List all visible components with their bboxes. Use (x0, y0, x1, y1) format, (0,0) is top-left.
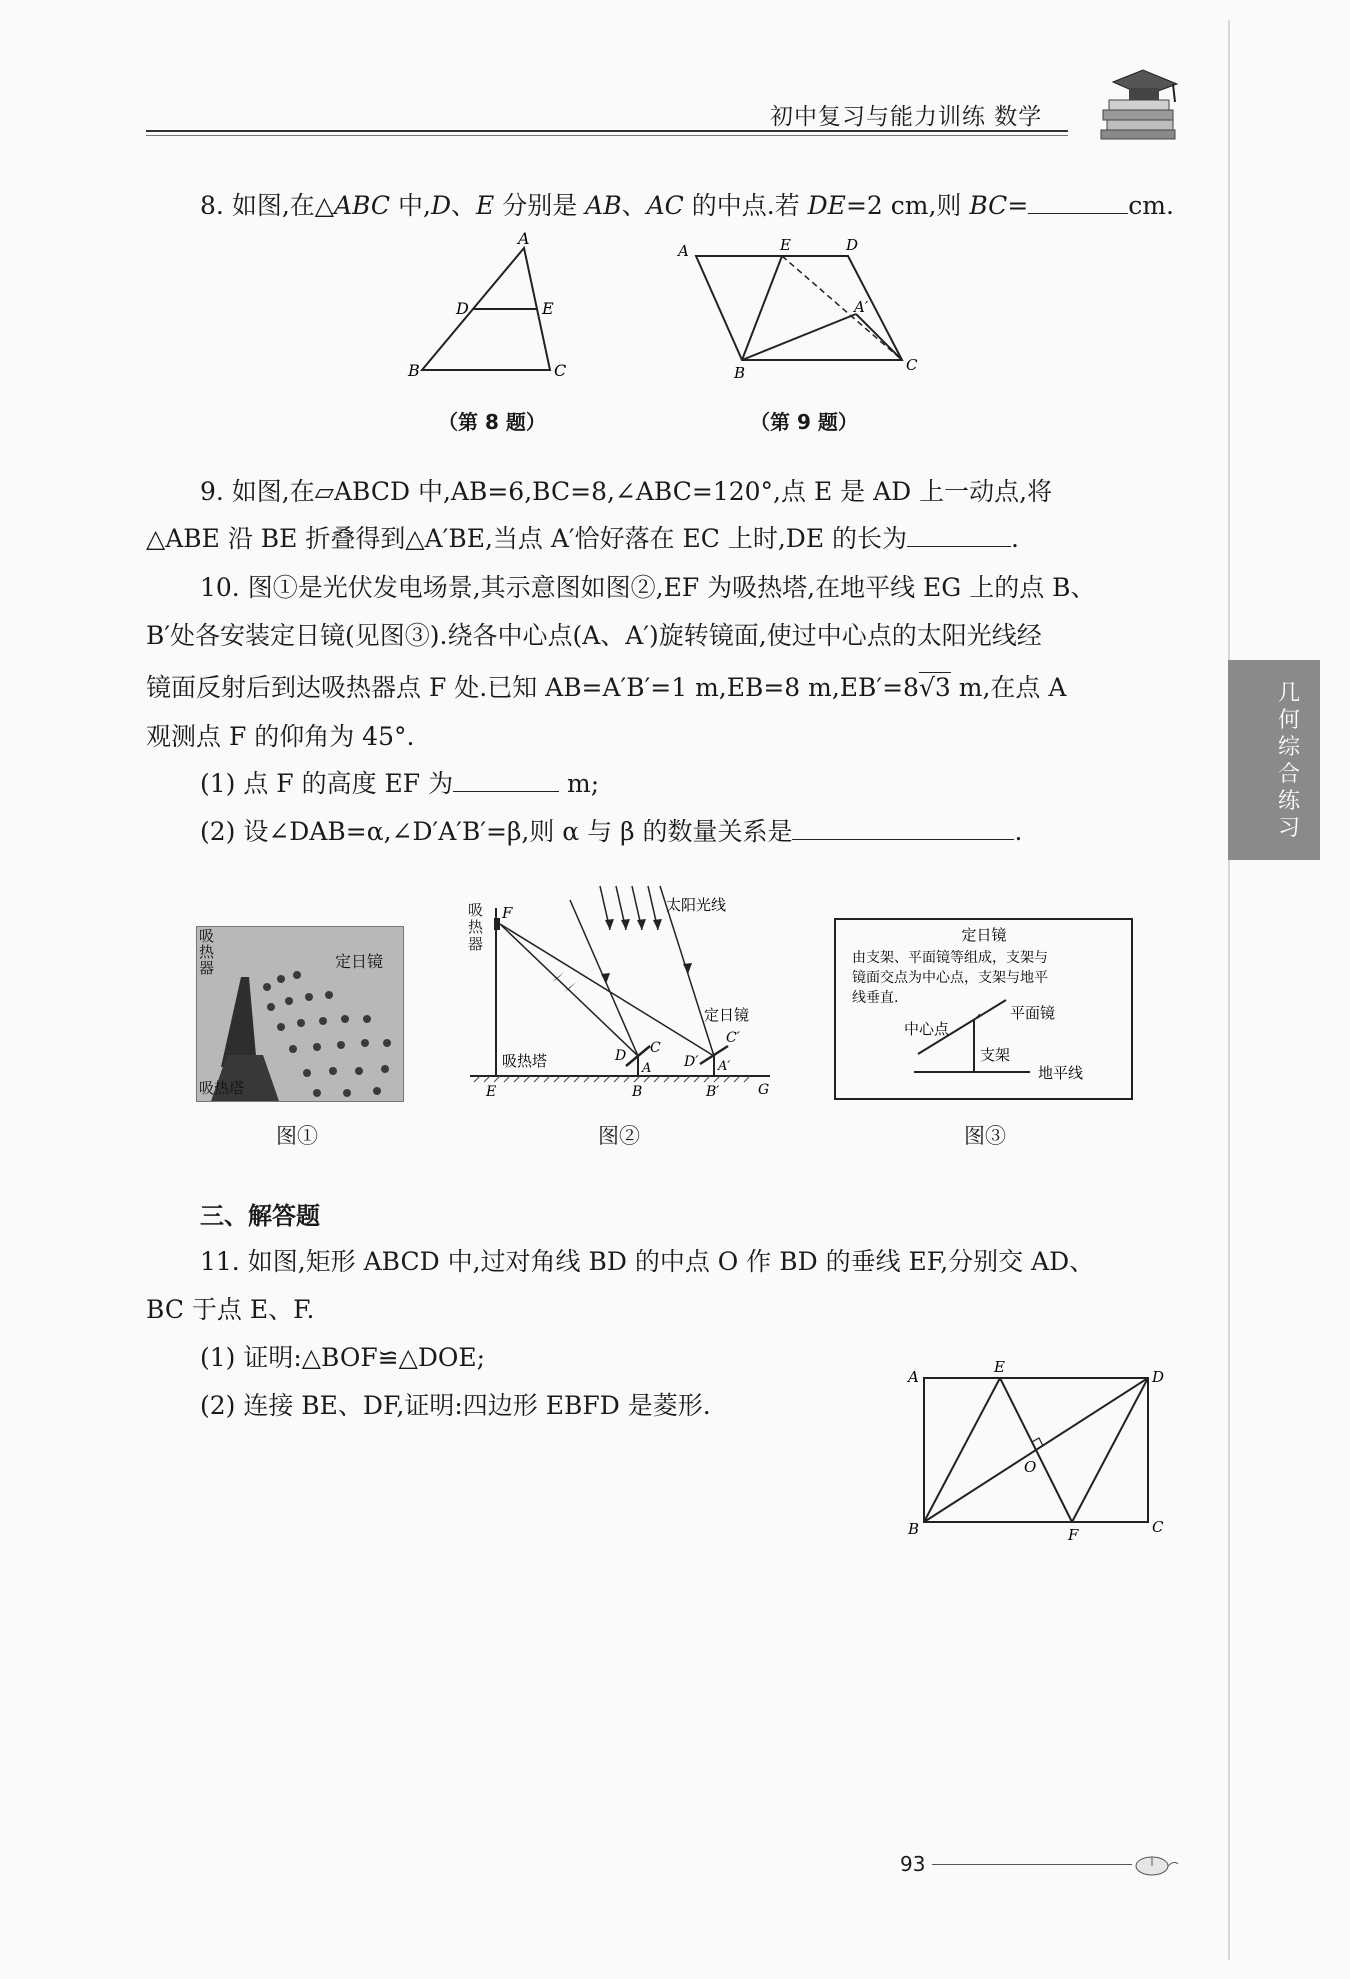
q11-label-c: C (1152, 1518, 1164, 1536)
q10-fig3-label-bracket: 支架 (980, 1046, 1011, 1064)
q8-caption: （第 8 题） (438, 410, 546, 434)
section-title: 三、解答题 (200, 1202, 320, 1230)
q9-label-a: A (678, 242, 689, 260)
q9-answer-blank[interactable] (907, 526, 1011, 547)
q9-line2: △ABE 沿 BE 折叠得到△A′BE,当点 A′恰好落在 EC 上时,DE 的长为 . (146, 524, 1019, 553)
footer-rule (932, 1864, 1132, 1865)
q8-label-a: A (518, 229, 530, 248)
q8-text: 8. 如图,在△ABC 中,D、E 分别是 AB、AC 的中点.若 DE=2 cm,则 BC= cm. (200, 191, 1174, 220)
q11-label-o: O (1024, 1458, 1037, 1476)
page-number: 93 (900, 1852, 926, 1876)
q10-sub2-blank[interactable] (792, 819, 1014, 840)
q9-line1: 9. 如图,在▱ABCD 中,AB=6,BC=8,∠ABC=120°,点 E 是 AD 上一动点,将 (200, 477, 1053, 506)
q10-fig2-label-g: G (758, 1082, 770, 1098)
q8-label-e: E (542, 299, 554, 318)
q11-sub2: (2) 连接 BE、DF,证明:四边形 EBFD 是菱形. (200, 1391, 711, 1420)
q10-fig1-label-tower: 吸热塔 (199, 1079, 245, 1097)
q10-fig2-label-sun: 太阳光线 (666, 896, 727, 914)
q10-fig2-label-d: D (615, 1048, 627, 1064)
mouse-icon (1130, 1850, 1180, 1880)
q10-fig3-desc2: 镜面交点为中心点，支架与地平 (852, 970, 1048, 986)
header-rule-thin (146, 135, 1068, 136)
q8-label-c: C (554, 361, 567, 380)
q10-fig2 (470, 880, 790, 1110)
q10-fig2-label-bp: B′ (706, 1084, 720, 1100)
q8-answer-blank[interactable] (1028, 193, 1128, 214)
q10-fig3-caption: 图③ (964, 1124, 1006, 1148)
q10-fig2-label-b: B (632, 1084, 643, 1100)
q10-fig2-label-ap: A′ (718, 1059, 731, 1074)
q8-label-d: D (456, 299, 469, 318)
q11-line2: BC 于点 E、F. (146, 1295, 315, 1324)
q11-sub1: (1) 证明:△BOF≌△DOE; (200, 1343, 486, 1372)
q10-line4: 观测点 F 的仰角为 45°. (146, 722, 415, 751)
side-tab-label: 几何综合练习 (1277, 681, 1300, 841)
page-edge-line (1228, 20, 1230, 1960)
q10-sub1: (1) 点 F 的高度 EF 为 m; (200, 769, 600, 798)
q8-label-b: B (408, 361, 420, 380)
side-tab (1228, 660, 1320, 860)
q10-fig2-label-c: C (650, 1040, 661, 1056)
q10-fig1-label-mirror: 定日镜 (335, 952, 384, 971)
q10-fig2-caption: 图② (598, 1124, 640, 1148)
q10-fig3-title: 定日镜 (961, 926, 1007, 944)
q10-line1: 10. 图①是光伏发电场景,其示意图如图②,EF 为吸热塔,在地平线 EG 上的点 B、 (200, 573, 1096, 602)
q10-fig3-label-horizon: 地平线 (1038, 1064, 1084, 1082)
q10-fig1-photo (196, 926, 404, 1102)
header-rule (146, 130, 1068, 132)
q11-figure (902, 1354, 1192, 1554)
q10-fig2-label-mirror: 定日镜 (704, 1006, 750, 1024)
q11-label-e: E (994, 1358, 1005, 1376)
q10-fig2-label-f: F (502, 904, 513, 922)
q10-line3: 镜面反射后到达吸热器点 F 处.已知 AB=A′B′=1 m,EB=8 m,EB′=8√3 m,在点 A (146, 673, 1067, 702)
q9-caption: （第 9 题） (750, 410, 858, 434)
q10-fig3-desc3: 线垂直. (852, 990, 899, 1006)
q10-line2: B′处各安装定日镜(见图③).绕各中心点(A、A′)旋转镜面,使过中心点的太阳光线经 (146, 621, 1042, 650)
q10-fig2-label-cp: C′ (726, 1030, 740, 1046)
q9-label-ap: A′ (854, 298, 869, 316)
q10-fig3-label-plane: 平面镜 (1010, 1004, 1056, 1022)
q10-sub2: (2) 设∠DAB=α,∠D′A′B′=β,则 α 与 β 的数量关系是 . (200, 817, 1023, 846)
q10-fig3 (834, 918, 1134, 1102)
q8-figure (400, 230, 580, 380)
q10-sub1-blank[interactable] (453, 771, 559, 792)
q10-fig3-label-center: 中心点 (904, 1020, 950, 1038)
q11-label-a: A (908, 1368, 919, 1386)
q9-label-b: B (734, 364, 746, 382)
books-graduation-cap-icon (1095, 62, 1185, 142)
q10-fig2-label-e: E (486, 1084, 497, 1100)
header-title: 初中复习与能力训练 数学 (770, 104, 1043, 130)
q11-label-b: B (908, 1520, 920, 1538)
q11-label-f: F (1068, 1526, 1079, 1544)
q9-label-d: D (846, 236, 859, 254)
q11-label-d: D (1152, 1368, 1165, 1386)
q10-fig2-label-tower: 吸热塔 (502, 1052, 548, 1070)
q9-label-c: C (906, 356, 918, 374)
q11-line1: 11. 如图,矩形 ABCD 中,过对角线 BD 的中点 O 作 BD 的垂线 EF,分别交 AD、 (200, 1247, 1095, 1276)
q10-fig2-label-a: A (642, 1061, 652, 1076)
q9-label-e: E (780, 236, 791, 254)
q10-fig2-label-absorber: 吸热器 (468, 901, 484, 953)
q10-fig3-desc1: 由支架、平面镜等组成，支架与 (852, 950, 1048, 966)
q9-figure (670, 232, 940, 382)
q10-fig1-caption: 图① (276, 1124, 318, 1148)
q10-fig1-label-absorber: 吸热器 (199, 927, 215, 977)
q10-fig2-label-dp: D′ (684, 1054, 699, 1070)
